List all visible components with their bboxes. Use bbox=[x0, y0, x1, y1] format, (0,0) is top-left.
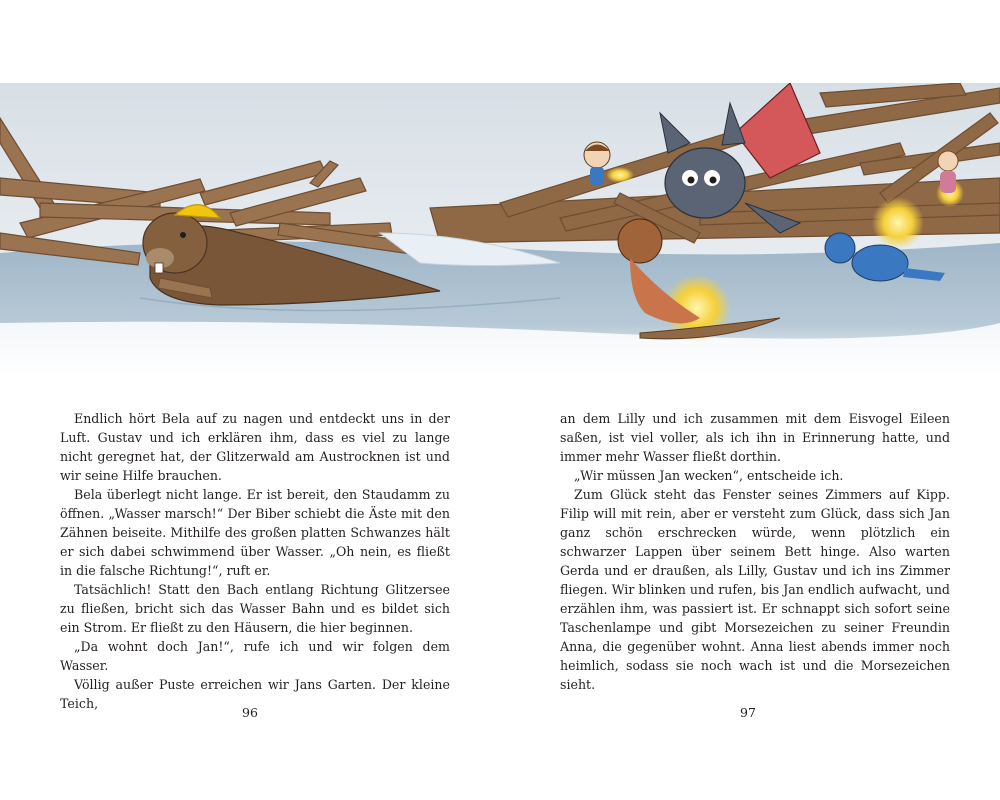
story-illustration bbox=[0, 83, 1000, 380]
right-paragraph-3: Zum Glück steht das Fenster seines Zimmers auf Kipp. Filip will mit rein, aber er versteht zum Glück, dass sich Jan ganz schön erschrecken würde, wenn plötzlich ein schwarzer Lappen über seinem Bett hinge. Also warten Gerda und er draußen, als Lilly, Gustav und ich ins Zimmer fliegen. Wir blinken und rufen, bis Jan endlich aufwacht, und erzählen ihm, was passiert ist. Er schnappt sich sofort seine Taschenlampe und gibt Morsezeichen zu seiner Freundin Anna, die gegenüber wohnt. Anna liest abends immer noch heimlich, sodass sie noch wach ist und die Morsezeichen sieht. bbox=[560, 487, 950, 692]
left-paragraph-1: Endlich hört Bela auf zu nagen und entdeckt uns in der Luft. Gustav und ich erklären ihm, dass es viel zu lange nicht geregnet hat, der Glitzerwald am Austrocknen ist und wir seine Hilfe brauchen. bbox=[60, 411, 450, 483]
page-number-right: 97 bbox=[740, 705, 756, 720]
page-number-left: 96 bbox=[242, 705, 258, 720]
left-paragraph-3: Tatsächlich! Statt den Bach entlang Richtung Glitzersee zu fließen, bricht sich das Wasser Bahn und es bildet sich ein Strom. Er fließt zu den Häusern, die hier beginnen. bbox=[60, 582, 450, 635]
right-paragraph-2: „Wir müssen Jan wecken“, entscheide ich. bbox=[574, 468, 844, 483]
left-paragraph-4: „Da wohnt doch Jan!“, rufe ich und wir folgen dem Wasser. bbox=[60, 639, 450, 673]
right-paragraph-1: an dem Lilly und ich zusammen mit dem Eisvogel Eileen saßen, ist viel voller, als ich ihn in Erinnerung hatte, und immer mehr Wasser fließt dorthin. bbox=[560, 411, 950, 464]
right-page-text bbox=[560, 409, 950, 694]
left-paragraph-2: Bela überlegt nicht lange. Er ist bereit, den Staudamm zu öffnen. „Wasser marsch!“ Der Biber schiebt die Äste mit den Zähnen beiseite. Mithilfe des großen platten Schwanzes hält er sich dabei schwimmend über Wasser. „Oh nein, es fließt in die falsche Richtung!“, ruft er. bbox=[60, 487, 450, 578]
left-page-text bbox=[60, 409, 450, 713]
left-paragraph-5: Völlig außer Puste erreichen wir Jans Garten. Der kleine Teich, bbox=[60, 677, 450, 711]
